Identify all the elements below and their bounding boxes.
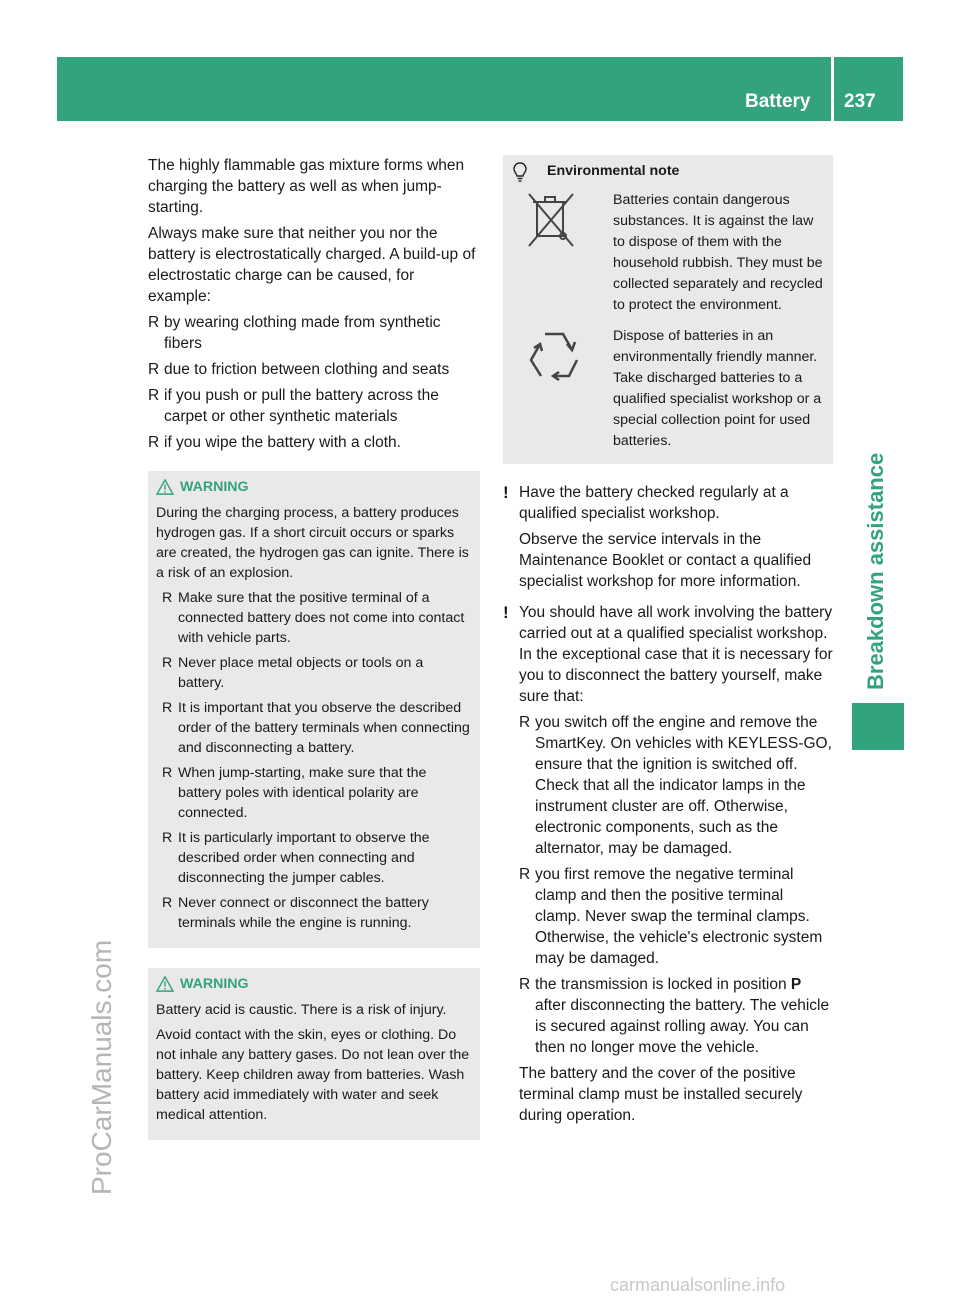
warning-triangle-icon	[156, 479, 174, 495]
list-item: R It is particularly important to observe the described order when connecting and disconnecting the jumper cables.	[162, 828, 472, 888]
list-item: R you first remove the negative terminal clamp and then the positive terminal clamp. Never swap the terminal clamps. Otherwise, the vehicle's electronic system may be damaged.	[519, 864, 833, 969]
environmental-note-box	[503, 155, 833, 464]
warning-text: During the charging process, a battery produces hydrogen gas. If a short circuit occurs or sparks are created, the hydrogen gas can ignite. There is a risk of an explosion.	[156, 505, 469, 581]
warning-triangle-icon	[156, 976, 174, 992]
list-item: R Never place metal objects or tools on a battery.	[162, 653, 472, 693]
list-item: R you switch off the engine and remove the SmartKey. On vehicles with KEYLESS-GO, ensure that the ignition is switched off. Check that all the indicator lamps in the instrument cluster are off. Otherwise, electronic components, such as the alternator, may be damaged.	[519, 712, 833, 859]
notice	[503, 602, 833, 1126]
warning-title: WARNING	[180, 479, 249, 495]
env-text: Dispose of batteries in an environmentally friendly manner. Take discharged batteries to a qualified specialist workshop or a special collection point for used batteries.	[613, 328, 822, 449]
list-item-text: the transmission is locked in position	[535, 976, 791, 993]
paragraph: Observe the service intervals in the Maintenance Booklet or contact a qualified specialist workshop for more information.	[519, 531, 812, 590]
paragraph: You should have all work involving the battery carried out at a qualified specialist workshop. In the exceptional case that it is necessary for you to disconnect the battery yourself, make sure that:	[519, 604, 833, 705]
env-text: Batteries contain dangerous substances. It is against the law to dispose of them with the household rubbish. They must be collected separately and recycled to protect the environment.	[613, 192, 823, 313]
gear-position: P	[790, 976, 802, 993]
page-number: 237	[844, 91, 876, 112]
recycling-icon	[525, 326, 585, 452]
right-column	[503, 155, 833, 1131]
env-title: Environmental note	[547, 163, 680, 179]
warning-heading	[156, 477, 472, 497]
list-item: R Make sure that the positive terminal of a connected battery does not come into contact with vehicle parts.	[162, 588, 472, 648]
paragraph: The highly flammable gas mixture forms when charging the battery as well as when jump-starting.	[148, 157, 465, 216]
list-item: R When jump-starting, make sure that the battery poles with identical polarity are connected.	[162, 763, 472, 823]
header-divider	[831, 57, 834, 121]
list-item: R if you push or pull the battery across the carpet or other synthetic materials	[148, 385, 480, 427]
chapter-label: Breakdown assistance	[863, 452, 888, 690]
list-item-text: after disconnecting the battery. The vehicle is secured against rolling away. You can then no longer move the vehicle.	[535, 997, 830, 1056]
chapter-tab	[852, 703, 904, 750]
watermark: ProCarManuals.com	[86, 939, 117, 1195]
warning-box	[148, 471, 480, 948]
light-bulb-icon	[513, 162, 527, 182]
warning-text: Avoid contact with the skin, eyes or clothing. Do not inhale any battery gases. Do not lean over the battery. Keep children away from batteries. Wash battery acid immediately with water and seek medical attention.	[156, 1027, 470, 1123]
warning-text: Battery acid is caustic. There is a risk of injury.	[156, 1002, 447, 1018]
paragraph: Always make sure that neither you nor the battery is electrostatically charged. A build-up of electrostatic charge can be caused, for example:	[148, 225, 476, 305]
footer-watermark: carmanualsonline.info	[610, 1275, 786, 1295]
env-heading	[513, 161, 823, 182]
warning-heading	[156, 974, 472, 994]
warning-box	[148, 968, 480, 1140]
paragraph: Have the battery checked regularly at a qualified specialist workshop.	[519, 484, 789, 522]
paragraph: The battery and the cover of the positive terminal clamp must be installed securely during operation.	[519, 1065, 803, 1124]
exclamation-icon: !	[503, 603, 509, 622]
list-item: R if you wipe the battery with a cloth.	[148, 432, 480, 453]
section-title: Battery	[745, 91, 811, 112]
left-column	[148, 155, 480, 1160]
list-item	[519, 974, 833, 1058]
list-item: R by wearing clothing made from synthetic fibers	[148, 312, 480, 354]
list-item: R It is important that you observe the described order of the battery terminals when connecting and disconnecting a battery.	[162, 698, 472, 758]
warning-title: WARNING	[180, 976, 249, 992]
crossed-bin-icon	[525, 190, 585, 316]
notice	[503, 482, 833, 592]
list-item: R due to friction between clothing and seats	[148, 359, 480, 380]
env-row	[513, 190, 823, 316]
exclamation-icon: !	[503, 483, 509, 502]
list-item: R Never connect or disconnect the battery terminals while the engine is running.	[162, 893, 472, 933]
env-row	[513, 326, 823, 452]
